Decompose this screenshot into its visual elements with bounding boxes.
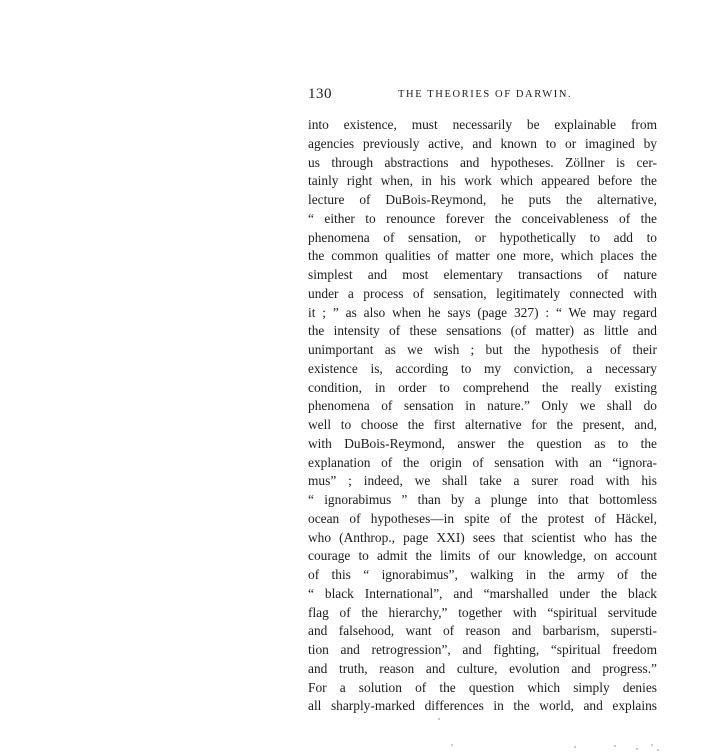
text-line: and truth, reason and culture, evolution and progress.” <box>308 660 657 676</box>
text-line: lecture of DuBois-Reymond, he puts the alternative, <box>308 192 657 207</box>
scan-speck <box>451 744 453 746</box>
text-line: with DuBois-Reymond, answer the question as to the <box>308 435 657 451</box>
text-line: mus” ; indeed, we shall take a surer road with his <box>308 473 657 489</box>
text-line: phenomena of sensation in nature.” Only we shall do <box>308 398 657 414</box>
text-line: ocean of hypotheses—in spite of the protest of Häckel, <box>308 510 657 526</box>
text-line: tion and retrogression”, and fighting, “spiritual freedom <box>308 642 657 657</box>
text-line: “ ignorabimus ” than by a plunge into that bottomless <box>308 492 657 507</box>
scan-speck <box>574 746 576 748</box>
text-line: under a process of sensation, legitimately connected with <box>308 285 657 301</box>
text-line: flag of the hierarchy,” together with “spiritual servitude <box>308 604 657 620</box>
text-line: “ black International”, and “marshalled under the black <box>308 585 657 601</box>
text-line: unimportant as we wish ; but the hypothesis of their <box>308 342 657 357</box>
scan-speck <box>438 718 440 720</box>
scan-speck <box>657 749 659 751</box>
scan-speck <box>636 748 638 750</box>
text-line: phenomena of sensation, or hypothetically to add to <box>308 229 657 245</box>
text-line: who (Anthrop., page XXI) sees that scientist who has the <box>308 529 657 545</box>
page-number: 130 <box>308 86 332 102</box>
text-line: well to choose the first alternative for the present, and, <box>308 417 657 432</box>
scan-speck <box>651 744 653 746</box>
text-line: it ; ” as also when he says (page 327) : “ We may regard <box>308 304 657 320</box>
body-text <box>308 116 657 716</box>
text-line: of this “ ignorabimus”, walking in the army of the <box>308 567 657 582</box>
text-line: simplest and most elementary transactions of nature <box>308 267 657 282</box>
text-line: us through abstractions and hypotheses. Zöllner is cer- <box>308 154 657 170</box>
text-line: condition, in order to comprehend the really existing <box>308 379 657 395</box>
text-line: the intensity of these sensations (of matter) as little and <box>308 323 657 339</box>
text-line: and falsehood, want of reason and barbarism, supersti- <box>308 623 657 639</box>
text-line: explanation of the origin of sensation with an “ignora- <box>308 454 657 470</box>
running-head <box>308 86 657 106</box>
running-title: THE THEORIES OF DARWIN. <box>398 89 573 100</box>
text-line: For a solution of the question which simply denies <box>308 679 657 695</box>
text-line: agencies previously active, and known to or imagined by <box>308 135 657 151</box>
text-line: tainly right when, in his work which appeared before the <box>308 173 657 189</box>
scan-speck <box>614 745 616 747</box>
text-line: all sharply-marked differences in the world, and explains <box>308 698 657 714</box>
text-line: the common qualities of matter one more, which places the <box>308 248 657 264</box>
text-line: existence is, according to my conviction, a necessary <box>308 360 657 376</box>
text-line: into existence, must necessarily be explainable from <box>308 117 657 132</box>
text-line: “ either to renounce forever the conceivableness of the <box>308 210 657 226</box>
text-line: courage to admit the limits of our knowledge, on account <box>308 548 657 564</box>
